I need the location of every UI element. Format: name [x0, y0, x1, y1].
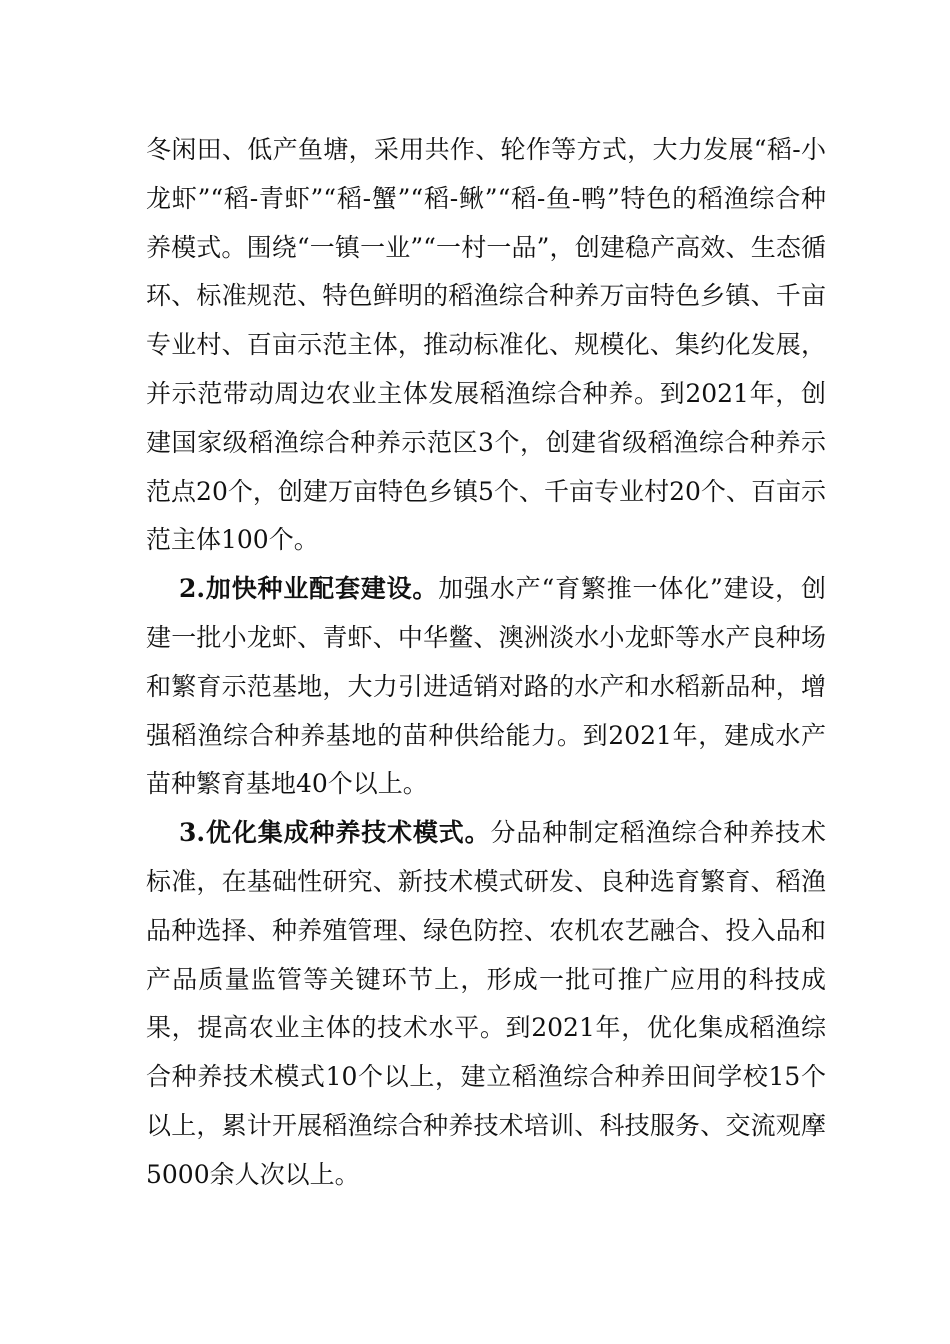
paragraph-tech-model [146, 809, 826, 1199]
paragraph-heading: 2.加快种业配套建设。 [179, 574, 439, 604]
paragraph-continuation [146, 126, 826, 565]
paragraph-seed-industry [146, 565, 826, 809]
paragraph-text: 加强水产“育繁推一体化”建设，创建一批小龙虾、青虾、中华鳖、澳洲淡水小龙虾等水产良种场和繁育示范基地，大力引进适销对路的水产和水稻新品种，增强稻渔综合种养基地的苗种供给能力。到2021年，建成水产苗种繁育基地40个以上。 [146, 574, 826, 799]
paragraph-heading: 3.优化集成种养技术模式。 [179, 818, 491, 848]
paragraph-text: 分品种制定稻渔综合种养技术标准，在基础性研究、新技术模式研发、良种选育繁育、稻渔品种选择、种养殖管理、绿色防控、农机农艺融合、投入品和产品质量监管等关键环节上，形成一批可推广应用的科技成果，提高农业主体的技术水平。到2021年，优化集成稻渔综合种养技术模式10个以上，建立稻渔综合种养田间学校15个以上，累计开展稻渔综合种养技术培训、科技服务、交流观摩5000余人次以上。 [146, 818, 826, 1189]
document-body [146, 126, 826, 1200]
paragraph-text: 冬闲田、低产鱼塘，采用共作、轮作等方式，大力发展“稻-小龙虾”“稻-青虾”“稻-蟹”“稻-鳅”“稻-鱼-鸭”特色的稻渔综合种养模式。围绕“一镇一业”“一村一品”，创建稳产高效、生态循环、标准规范、特色鲜明的稻渔综合种养万亩特色乡镇、千亩专业村、百亩示范主体，推动标准化、规模化、集约化发展，并示范带动周边农业主体发展稻渔综合种养。到2021年，创建国家级稻渔综合种养示范区3个，创建省级稻渔综合种养示范点20个，创建万亩特色乡镇5个、千亩专业村20个、百亩示范主体100个。 [146, 135, 826, 555]
